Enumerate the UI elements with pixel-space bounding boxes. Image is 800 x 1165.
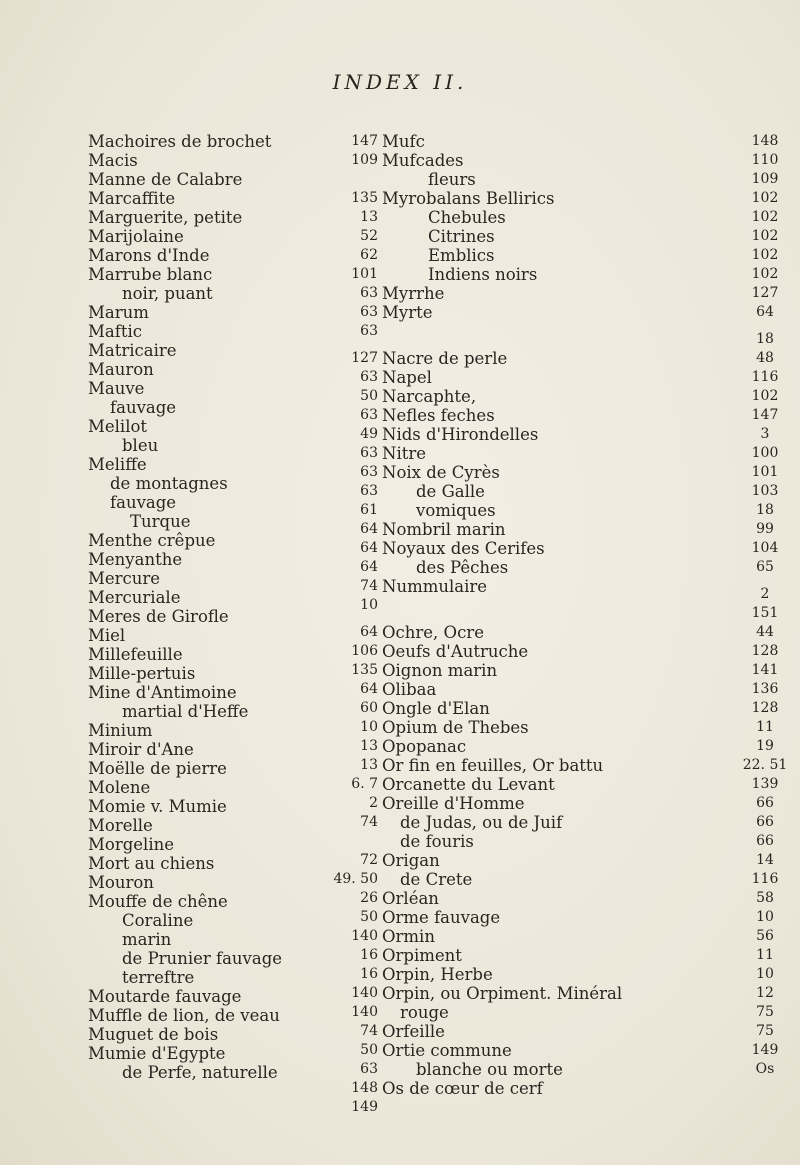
right-page-number: 65 [756,559,774,575]
middle-index-entry [332,1041,692,1060]
entry-term: Napel [382,368,432,387]
right-page-number: 48 [756,350,774,366]
entry-page-number: 106 [351,643,378,659]
middle-index-entry [332,965,692,984]
entry-term: Indiens noirs [428,265,538,284]
right-page-number: 128 [751,643,779,659]
entry-term: Os de cœur de cerf [382,1079,543,1098]
middle-index-entry [332,349,692,368]
left-index-entry: Macis [88,151,138,170]
right-page-number: 66 [756,814,774,830]
right-page-number: 110 [751,152,779,168]
right-page-number: 102 [751,247,779,263]
middle-index-entry [332,623,692,642]
middle-index-entry [332,699,692,718]
entry-term: Ortie commune [382,1041,512,1060]
right-page-number: 58 [756,890,774,906]
entry-page-number: 63 [360,407,378,423]
entry-term: Or fin en feuilles, Or battu [382,756,604,775]
middle-index-entry [332,463,692,482]
middle-index-entry [332,265,692,284]
entry-term: Orpin, Herbe [382,965,493,984]
right-page-number: 151 [751,605,779,621]
left-index-entry: Mumie d'Egypte [88,1044,226,1063]
left-index-entry: Marons d'Inde [88,246,210,265]
middle-index-entry [332,737,692,756]
entry-page-number: 13 [360,738,378,754]
entry-page-number: 63 [360,304,378,320]
entry-term: Mufcades [382,151,464,170]
left-index-entry: Maftic [88,322,142,341]
left-index-entry: Meres de Girofle [88,607,229,626]
right-page-number: 99 [756,521,774,537]
left-index-entry: Moutarde fauvage [88,987,242,1006]
entry-term: Myrrhe [382,284,445,303]
entry-page-number: 64 [360,624,378,640]
middle-index-entry [332,851,692,870]
left-index-entry: Miroir d'Ane [88,740,194,759]
middle-index-entry [332,1079,692,1098]
middle-index-entry [332,368,692,387]
left-index-entry: Mauve [88,379,145,398]
middle-index-entry [332,661,692,680]
left-index-entry: Coraline [122,911,194,930]
left-index-entry: noir, puant [122,284,213,303]
entry-page-number: 149 [351,1099,378,1115]
right-page-numbers [735,132,795,1079]
middle-index-entry [332,775,692,794]
entry-page-number: 140 [351,985,378,1001]
entry-term: Oeufs d'Autruche [382,642,529,661]
left-index-entry: Morelle [88,816,153,835]
middle-index-entry [332,832,692,851]
entry-term: Nummulaire [382,577,488,596]
entry-term: vomiques [416,501,496,520]
left-index-entry: Marijolaine [88,227,184,246]
entry-page-number: 10 [360,719,378,735]
middle-index-entry [332,425,692,444]
entry-page-number: 140 [351,1004,378,1020]
entry-term: Orfeille [382,1022,445,1041]
middle-index-entry [332,1060,692,1079]
middle-index-entry [332,642,692,661]
entry-term: Oreille d'Homme [382,794,525,813]
left-index-entry: Minium [88,721,153,740]
right-page-number: 116 [751,871,779,887]
left-index-entry: Turque [130,512,191,531]
left-index-entry: Menyanthe [88,550,183,569]
right-page-number: 10 [756,966,774,982]
entry-page-number: 147 [351,133,378,149]
entry-term: Emblics [428,246,495,265]
entry-page-number: 74 [360,578,378,594]
left-index-entry: Marguerite, petite [88,208,243,227]
right-page-number: 101 [751,464,779,480]
left-index-entry: fauvage [110,493,177,512]
right-page-number: 14 [756,852,774,868]
entry-page-number: 63 [360,483,378,499]
middle-index-entry [332,227,692,246]
middle-index-entry [332,208,692,227]
left-index-entry: Marum [88,303,149,322]
right-page-number: 103 [751,483,779,499]
left-index-entry: Miel [88,626,126,645]
right-page-number: 66 [756,795,774,811]
left-index-entry: Manne de Calabre [88,170,243,189]
entry-page-number: 74 [360,1023,378,1039]
entry-page-number: 63 [360,464,378,480]
entry-page-number: 63 [360,369,378,385]
entry-page-number: 64 [360,540,378,556]
entry-term: Ochre, Ocre [382,623,484,642]
entry-page-number: 72 [360,852,378,868]
middle-index-entry [332,1022,692,1041]
entry-page-number: 49. 50 [333,871,378,887]
left-index-entry: Mine d'Antimoine [88,683,237,702]
left-index-entry: Mort au chiens [88,854,215,873]
right-page-number: 11 [756,947,774,963]
entry-page-number: 63 [360,1061,378,1077]
entry-term: Nids d'Hirondelles [382,425,539,444]
entry-term: Orcanette du Levant [382,775,555,794]
middle-index-entry [332,1003,692,1022]
entry-page-number: 16 [360,947,378,963]
right-page-number: Os [755,1061,775,1077]
entry-page-number: 62 [360,247,378,263]
entry-term: Noyaux des Cerifes [382,539,545,558]
entry-term: Orme fauvage [382,908,501,927]
right-page-number: 141 [751,662,779,678]
entry-term: Nombril marin [382,520,506,539]
left-index-entry: fauvage [110,398,177,417]
entry-term: Olibaa [382,680,437,699]
entry-page-number: 63 [360,445,378,461]
right-page-number: 18 [756,502,774,518]
entry-term: Origan [382,851,440,870]
left-index-entry: Millefeuille [88,645,183,664]
entry-term: Ongle d'Elan [382,699,490,718]
entry-page-number: 135 [351,662,378,678]
right-page-number: 102 [751,190,779,206]
right-page-number: 19 [756,738,774,754]
middle-index-entry [332,246,692,265]
middle-index-entry [332,558,692,577]
entry-term: Opopanac [382,737,467,756]
entry-term: Myrobalans Bellirics [382,189,555,208]
middle-index-entry [332,170,692,189]
entry-term: Noix de Cyrès [382,463,500,482]
entry-page-number: 49 [360,426,378,442]
middle-index-entry [332,680,692,699]
middle-index-entry [332,718,692,737]
middle-index-entry [332,444,692,463]
middle-index-entry [332,794,692,813]
left-index-entry: Momie v. Mumie [88,797,227,816]
left-index-entry: Mauron [88,360,154,379]
right-page-number: 10 [756,909,774,925]
middle-index-entry [332,539,692,558]
right-page-number: 11 [756,719,774,735]
entry-term: fleurs [428,170,476,189]
left-index-entry: Muguet de bois [88,1025,219,1044]
middle-column [332,132,692,1117]
left-index-entry: Marcaffite [88,189,176,208]
entry-page-number: 63 [360,323,378,339]
middle-index-entry [332,132,692,151]
entry-term: de Crete [400,870,473,889]
entry-page-number: 101 [351,266,378,282]
left-index-entry: Muffle de lion, de veau [88,1006,280,1025]
middle-index-entry [332,406,692,425]
entry-page-number: 50 [360,1042,378,1058]
middle-index-entry [332,284,692,303]
right-page-number: 56 [756,928,774,944]
entry-page-number: 6. 7 [351,776,378,792]
entry-term: rouge [400,1003,449,1022]
right-page-number: 22. 51 [742,757,788,773]
entry-page-number: 16 [360,966,378,982]
right-page-number: 148 [751,133,779,149]
right-page-number: 102 [751,209,779,225]
entry-page-number: 148 [351,1080,378,1096]
middle-index-entry [332,908,692,927]
entry-page-number: 135 [351,190,378,206]
entry-term: de Judas, ou de Juif [400,813,563,832]
right-page-number: 18 [756,331,774,347]
left-index-entry: Moëlle de pierre [88,759,227,778]
entry-page-number: 140 [351,928,378,944]
left-index-entry: Mercure [88,569,161,588]
left-index-entry: Mercuriale [88,588,181,607]
entry-page-number: 60 [360,700,378,716]
left-index-entry: Menthe crêpue [88,531,216,550]
entry-page-number: 50 [360,909,378,925]
entry-term: Myrte [382,303,433,322]
entry-term: de fouris [400,832,474,851]
entry-term: des Pêches [416,558,509,577]
entry-term: Mufc [382,132,425,151]
middle-index-entry [332,1098,692,1117]
entry-page-number: 64 [360,681,378,697]
entry-term: Orpin, ou Orpiment. Minéral [382,984,623,1003]
entry-term: Nefles feches [382,406,495,425]
entry-term: Narcaphte, [382,387,477,406]
entry-page-number: 10 [360,597,378,613]
entry-term: de Galle [416,482,485,501]
right-page-number: 100 [751,445,779,461]
right-page-number: 149 [751,1042,779,1058]
entry-page-number: 64 [360,559,378,575]
left-index-entry: Matricaire [88,341,177,360]
entry-page-number: 63 [360,285,378,301]
middle-index-entry [332,501,692,520]
middle-index-entry [332,596,692,615]
entry-page-number: 74 [360,814,378,830]
right-page-number: 127 [751,285,779,301]
entry-term: Orléan [382,889,439,908]
right-page-number: 102 [751,388,779,404]
left-index-entry: de Perfe, naturelle [122,1063,278,1082]
entry-term: Orpiment [382,946,462,965]
right-page-number: 139 [751,776,779,792]
middle-index-entry [332,889,692,908]
middle-index-entry [332,927,692,946]
right-page-number: 136 [751,681,779,697]
right-page-number: 102 [751,266,779,282]
left-index-entry: martial d'Heffe [122,702,249,721]
left-index-entry: Molene [88,778,151,797]
right-page-number: 3 [760,426,770,442]
left-index-entry: terreftre [122,968,195,987]
entry-page-number: 2 [369,795,378,811]
right-page-number: 2 [760,586,770,602]
right-page-number: 44 [756,624,774,640]
entry-page-number: 26 [360,890,378,906]
left-index-entry: Machoires de brochet [88,132,272,151]
entry-term: Chebules [428,208,506,227]
right-page-number: 64 [756,304,774,320]
middle-index-entry [332,756,692,775]
entry-page-number: 127 [351,350,378,366]
middle-index-entry [332,189,692,208]
left-index-entry: Marrube blanc [88,265,213,284]
left-column [88,132,338,1082]
entry-term: Citrines [428,227,495,246]
right-page-number: 147 [751,407,779,423]
entry-page-number: 13 [360,209,378,225]
entry-page-number: 61 [360,502,378,518]
right-page-number: 12 [756,985,774,1001]
left-index-entry: Mouron [88,873,154,892]
right-page-number: 109 [751,171,779,187]
left-index-entry: Melilot [88,417,148,436]
entry-term: Opium de Thebes [382,718,529,737]
entry-page-number: 64 [360,521,378,537]
right-page-number: 116 [751,369,779,385]
middle-index-entry [332,946,692,965]
left-index-entry: de montagnes [110,474,228,493]
left-index-entry: Morgeline [88,835,174,854]
entry-term: blanche ou morte [416,1060,563,1079]
entry-page-number: 52 [360,228,378,244]
middle-index-entry [332,984,692,1003]
entry-term: Oignon marin [382,661,498,680]
left-index-entry: marin [122,930,172,949]
right-page-number: 102 [751,228,779,244]
middle-index-entry [332,870,692,889]
page-header: INDEX II. [332,70,468,94]
left-index-entry: Mille-pertuis [88,664,196,683]
middle-index-entry [332,813,692,832]
right-page-number: 128 [751,700,779,716]
middle-index-entry [332,151,692,170]
left-index-entry: Mouffe de chêne [88,892,228,911]
middle-index-entry [332,482,692,501]
middle-index-entry [332,520,692,539]
middle-index-entry [332,387,692,406]
entry-page-number: 13 [360,757,378,773]
right-page-number: 66 [756,833,774,849]
entry-page-number: 109 [351,152,378,168]
entry-term: Nacre de perle [382,349,508,368]
middle-index-entry [332,577,692,596]
entry-term: Nitre [382,444,426,463]
middle-index-entry [332,303,692,322]
right-page-number: 104 [751,540,779,556]
middle-index-entry [332,322,692,341]
left-index-entry: bleu [122,436,159,455]
right-page-number: 75 [756,1023,774,1039]
left-index-entry: de Prunier fauvage [122,949,283,968]
entry-term: Ormin [382,927,435,946]
right-page-number: 75 [756,1004,774,1020]
left-index-entry: Meliffe [88,455,147,474]
entry-page-number: 50 [360,388,378,404]
